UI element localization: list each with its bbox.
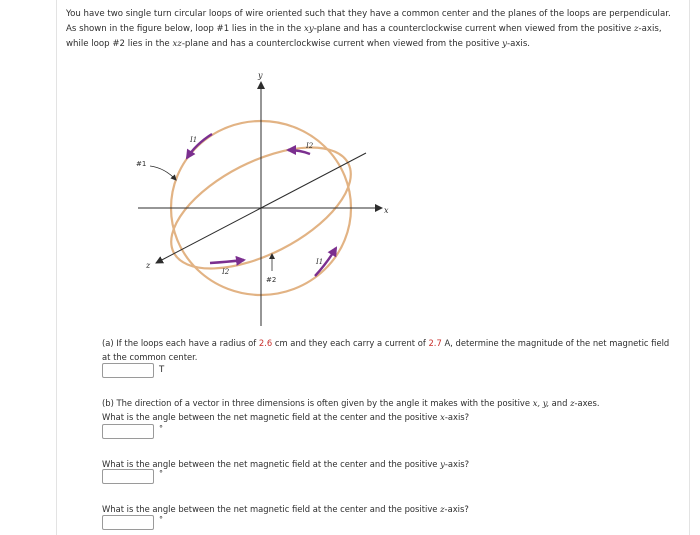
question-angle-y [102, 457, 676, 471]
qy-text-post: -axis? [444, 459, 470, 469]
degree-symbol-z: ° [159, 515, 163, 524]
x-axis-label: x [384, 206, 389, 215]
qz-axis: z [440, 504, 445, 514]
qb-line1-and: and [549, 398, 571, 408]
current-label-text: I2 [222, 268, 230, 276]
qz-text-post: -axis? [444, 504, 469, 514]
current-label-I2-lower [221, 268, 230, 276]
intro-axis-y: y [502, 39, 507, 49]
qb-axis-z: z [570, 398, 575, 408]
radius-value: 2.6 [258, 338, 273, 348]
current-label-I1-upper [189, 136, 197, 144]
answer-angle-x-input[interactable] [102, 424, 154, 439]
qa-text-pre: (a) If the loops each have a radius of [102, 338, 259, 348]
intro-axis-z: z [634, 24, 639, 34]
current-arrow-loop2-lower [210, 260, 244, 263]
loops-figure [130, 68, 400, 332]
current-value: 2.7 [428, 338, 442, 348]
qa-text-mid: cm and they each carry a current of [272, 338, 429, 348]
qa-text-post: A, determine the magnitude of the net magnetic field at the common center. [102, 338, 670, 362]
current-label-text: I2 [306, 142, 314, 150]
question-a [102, 336, 676, 364]
loop2-label: #2 [266, 276, 277, 284]
qb-line1-post: -axes. [574, 398, 600, 408]
unit-tesla: T [159, 365, 165, 375]
current-label-I1-lower [315, 258, 323, 266]
intro-text-5: -axis. [506, 39, 531, 49]
qb-axes-xy: x, y, [532, 398, 550, 408]
degree-symbol-x: ° [159, 424, 163, 433]
answer-angle-y-input[interactable] [102, 469, 154, 484]
intro-plane-xy: xy [304, 24, 314, 34]
qb-line2-post: -axis? [444, 412, 470, 422]
intro-text-2: -plane and has a counterclockwise current when viewed from the positive [313, 24, 635, 34]
qz-text-pre: What is the angle between the net magnetic field at the center and the positive [102, 504, 441, 514]
qy-axis: y [440, 459, 445, 469]
qb-line2-pre: What is the angle between the net magnetic field at the center and the positive [102, 412, 441, 422]
y-axis-label: y [258, 71, 263, 80]
current-label-text: I1 [190, 136, 198, 144]
qy-text-pre: What is the angle between the net magnetic field at the center and the positive [102, 459, 441, 469]
intro-text-4: -plane and has a counterclockwise current when viewed from the positive [181, 39, 503, 49]
loop1-label: #1 [136, 160, 147, 168]
current-label-text: I1 [316, 258, 324, 266]
question-angle-z [102, 502, 676, 516]
question-b [102, 396, 676, 424]
qb-line1-pre: (b) The direction of a vector in three dimensions is often given by the angle it makes with the positive [102, 398, 533, 408]
qb-axis-x: x [440, 412, 445, 422]
problem-statement [66, 7, 678, 52]
answer-magnitude-input[interactable] [102, 363, 154, 378]
intro-text-1: You have two single turn circular loops of wire oriented such that they have a common center and the planes of the loops are perpendicular. As shown in the figure below, loop #1 lies in the in the [66, 9, 671, 34]
z-axis-label: z [146, 261, 151, 270]
current-arrow-loop2-upper [288, 150, 310, 154]
degree-symbol-y: ° [159, 469, 163, 478]
answer-angle-z-input[interactable] [102, 515, 154, 530]
intro-text-3: -axis, while loop #2 lies in the [66, 24, 662, 49]
loop1-pointer [150, 166, 176, 180]
current-label-I2-upper [305, 142, 314, 150]
intro-plane-xz: xz [172, 39, 182, 49]
